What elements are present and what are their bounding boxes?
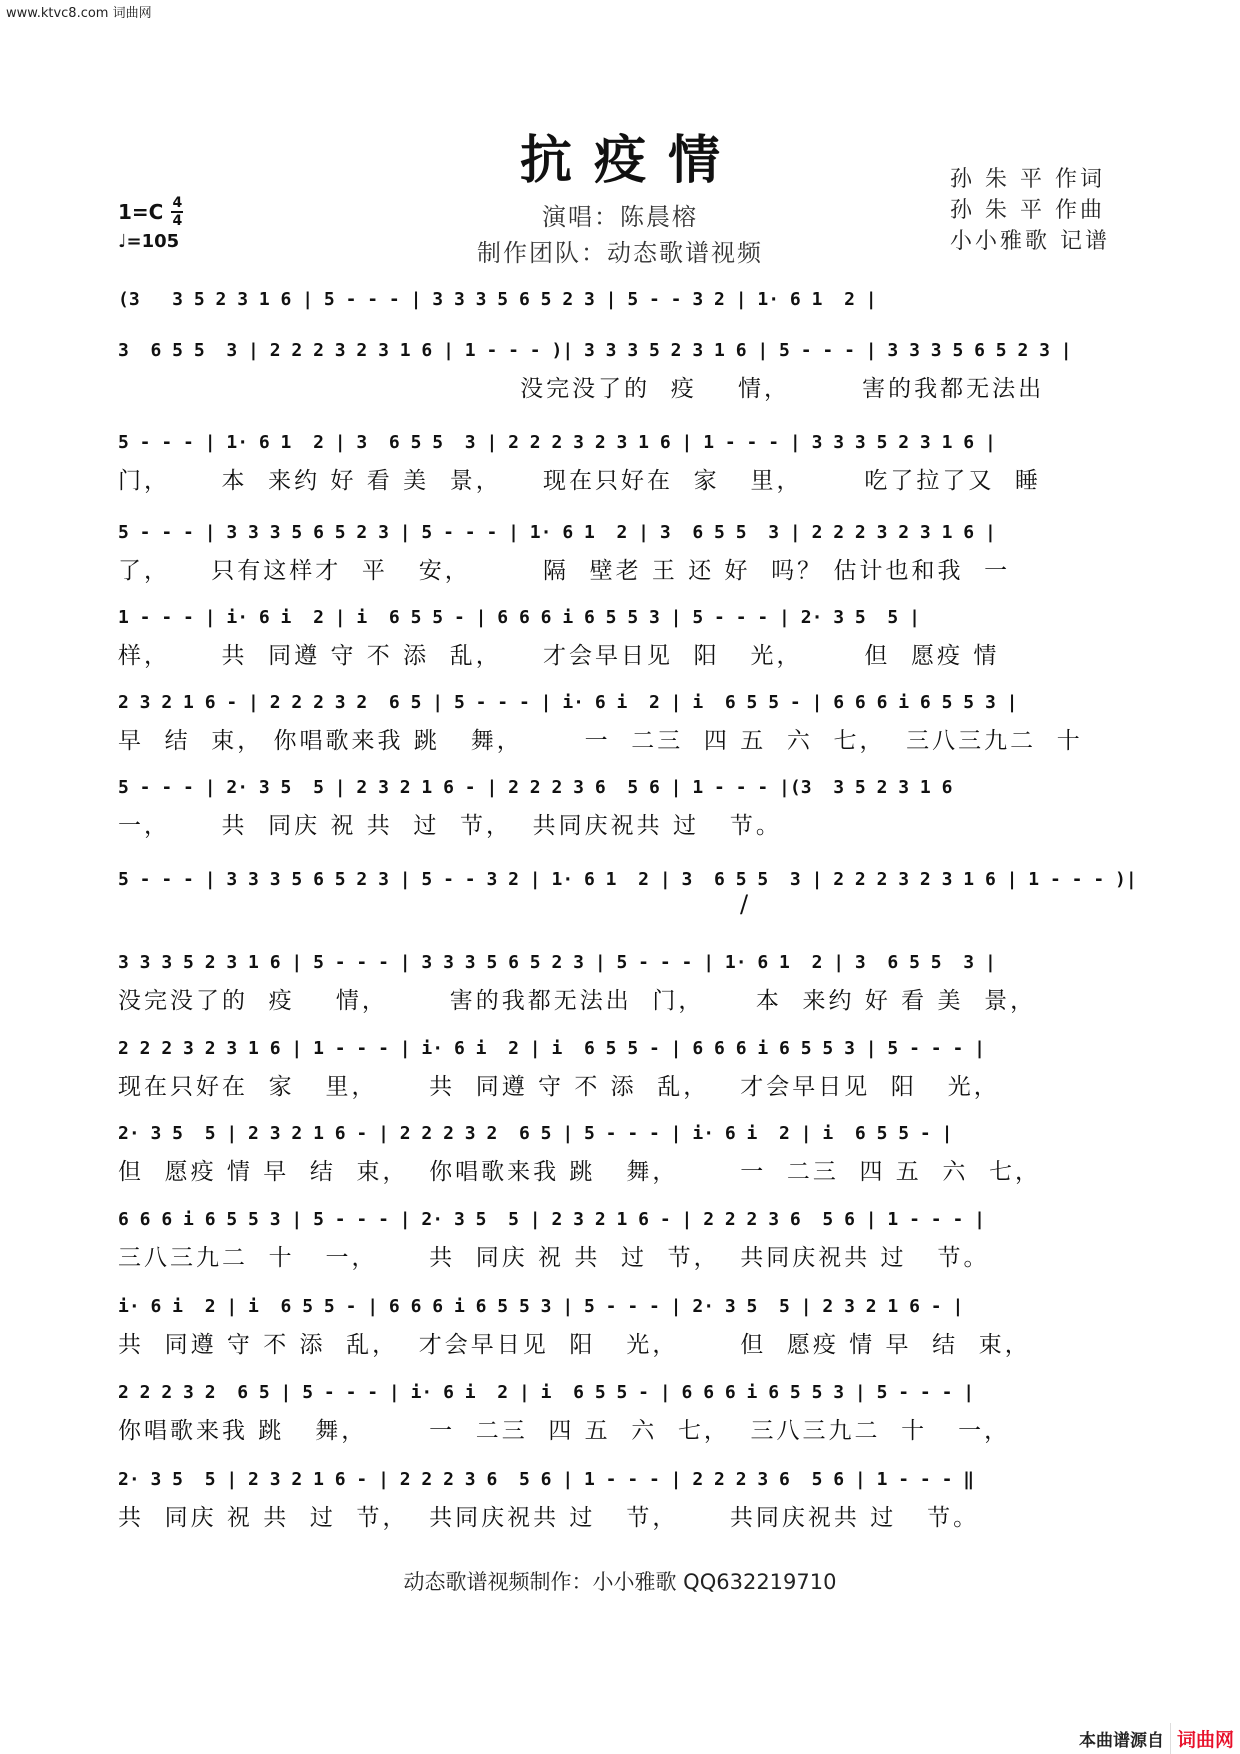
transcriber-credit: 小小雅歌 记谱 [950, 229, 1110, 254]
notation-line: 6 6 6 i 6 5 5 3 | 5 - - - | 2· 3 5 5 | 2 3 2 1 6 - | 2 2 2 3 6 5 6 | 1 - - - | [118, 1209, 985, 1230]
lyric-line: 现在只好在 家 里， 共 同遵 守 不 添 乱， 才会早日见 阳 光， [118, 1074, 1000, 1100]
score-system [118, 1292, 1130, 1362]
slash-mark: / [740, 890, 749, 918]
notation-line: 5 - - - | 1· 6 1 2 | 3 6 5 5 3 | 2 2 2 3 2 3 1 6 | 1 - - - | 3 3 3 5 2 3 1 6 | [118, 432, 996, 453]
notation-line: 2· 3 5 5 | 2 3 2 1 6 - | 2 2 2 3 2 6 5 | 5 - - - | i· 6 i 2 | i 6 5 5 - | [118, 1123, 953, 1144]
notation-line: 1 - - - | i· 6 i 2 | i 6 5 5 - | 6 6 6 i 6 5 5 3 | 5 - - - | 2· 3 5 5 | [118, 607, 920, 628]
notation-line: 5 - - - | 3 3 3 5 6 5 2 3 | 5 - - - | 1· 6 1 2 | 3 6 5 5 3 | 2 2 2 3 2 3 1 6 | [118, 522, 996, 543]
lyric-line: 共 同遵 守 不 添 乱， 才会早日见 阳 光， 但 愿疫 情 早 结 束， [118, 1332, 1031, 1358]
key-label: 1=C [118, 200, 164, 224]
lyric-line: 你唱歌来我 跳 舞， 一 二三 四 五 六 七， 三八三九二 十 一， [118, 1418, 1011, 1444]
lyric-line: 了， 只有这样才 平 安， 隔 壁老 王 还 好 吗？ 估计也和我 一 [118, 558, 1011, 584]
composer-credit: 孙 朱 平 作曲 [950, 198, 1105, 223]
score-system [118, 1034, 1130, 1104]
lyric-line: 一， 共 同庆 祝 共 过 节， 共同庆祝共 过 节。 [118, 813, 782, 839]
team-line: 制作团队：动态歌谱视频 [477, 239, 763, 267]
score-system [118, 1205, 1130, 1275]
lyric-line: 但 愿疫 情 早 结 束， 你唱歌来我 跳 舞， 一 二三 四 五 六 七， [118, 1159, 1042, 1185]
singer-line: 演唱：陈晨榕 [542, 203, 698, 231]
time-sig-top: 4 [172, 195, 183, 211]
score-system [118, 1465, 1130, 1535]
score-system [118, 1119, 1130, 1189]
tempo-mark: ♩=105 [118, 231, 180, 252]
source-watermark: www.ktvc8.com 词曲网 [6, 6, 152, 21]
time-signature [171, 196, 183, 228]
source-badge [1079, 1723, 1240, 1754]
lyric-line: 没完没了的 疫 情， 害的我都无法出 [118, 376, 1045, 402]
lyric-line: 早 结 束， 你唱歌来我 跳 舞， 一 二三 四 五 六 七， 三八三九二 十 [118, 728, 1083, 754]
score-system [118, 603, 1130, 673]
notation-line: 2 3 2 1 6 - | 2 2 2 3 2 6 5 | 5 - - - | i· 6 i 2 | i 6 5 5 - | 6 6 6 i 6 5 5 3 | [118, 692, 1018, 713]
time-sig-bottom: 4 [172, 213, 183, 229]
lyric-line: 三八三九二 十 一， 共 同庆 祝 共 过 节， 共同庆祝共 过 节。 [118, 1245, 990, 1271]
score-system [118, 773, 1130, 843]
source-logo[interactable]: 词曲网 [1170, 1723, 1240, 1754]
notation-line: 3 3 3 5 2 3 1 6 | 5 - - - | 3 3 3 5 6 5 2 3 | 5 - - - | 1· 6 1 2 | 3 6 5 5 3 | [118, 952, 996, 973]
notation-line: (3 3 5 2 3 1 6 | 5 - - - | 3 3 3 5 6 5 2 3 | 5 - - 3 2 | 1· 6 1 2 | [118, 289, 877, 310]
song-title: 抗疫情 [519, 131, 742, 191]
notation-line: 5 - - - | 2· 3 5 5 | 2 3 2 1 6 - | 2 2 2 3 6 5 6 | 1 - - - |(3 3 5 2 3 1 6 [118, 777, 953, 798]
score-system [118, 336, 1130, 406]
score-system [118, 948, 1130, 1018]
notation-line: 2· 3 5 5 | 2 3 2 1 6 - | 2 2 2 3 6 5 6 | 1 - - - | 2 2 2 3 6 5 6 | 1 - - - ‖ [118, 1469, 975, 1490]
source-label: 本曲谱源自 [1078, 1731, 1164, 1751]
key-signature [118, 196, 183, 228]
lyricist-credit: 孙 朱 平 作词 [950, 167, 1105, 192]
notation-line: 3 6 5 5 3 | 2 2 2 3 2 3 1 6 | 1 - - - )| 3 3 3 5 2 3 1 6 | 5 - - - | 3 3 3 5 6 5 2 3 | [118, 340, 1072, 361]
score-system [118, 865, 1137, 895]
notation-line: 5 - - - | 3 3 3 5 6 5 2 3 | 5 - - 3 2 | 1· 6 1 2 | 3 6 5 5 3 | 2 2 2 3 2 3 1 6 | 1 - - - )| [118, 869, 1137, 890]
credits-block [950, 164, 1230, 257]
score-system [118, 688, 1130, 758]
lyric-line: 样， 共 同遵 守 不 添 乱， 才会早日见 阳 光， 但 愿疫 情 [118, 643, 1000, 669]
notation-line: 2 2 2 3 2 3 1 6 | 1 - - - | i· 6 i 2 | i 6 5 5 - | 6 6 6 i 6 5 5 3 | 5 - - - | [118, 1038, 985, 1059]
notation-line: i· 6 i 2 | i 6 5 5 - | 6 6 6 i 6 5 5 3 | 5 - - - | 2· 3 5 5 | 2 3 2 1 6 - | [118, 1296, 964, 1317]
score-system [118, 428, 1130, 498]
lyric-line: 共 同庆 祝 共 过 节， 共同庆祝共 过 节， 共同庆祝共 过 节。 [118, 1505, 980, 1531]
lyric-line: 没完没了的 疫 情， 害的我都无法出 门， 本 来约 好 看 美 景， [118, 988, 1037, 1014]
score-system [118, 518, 1130, 588]
score-system [118, 285, 1130, 315]
notation-line: 2 2 2 3 2 6 5 | 5 - - - | i· 6 i 2 | i 6 5 5 - | 6 6 6 i 6 5 5 3 | 5 - - - | [118, 1382, 975, 1403]
lyric-line: 门， 本 来约 好 看 美 景， 现在只好在 家 里， 吃了拉了又 睡 [118, 468, 1042, 494]
footer-credit: 动态歌谱视频制作：小小雅歌 QQ632219710 [403, 1570, 837, 1594]
score-system [118, 1378, 1130, 1448]
